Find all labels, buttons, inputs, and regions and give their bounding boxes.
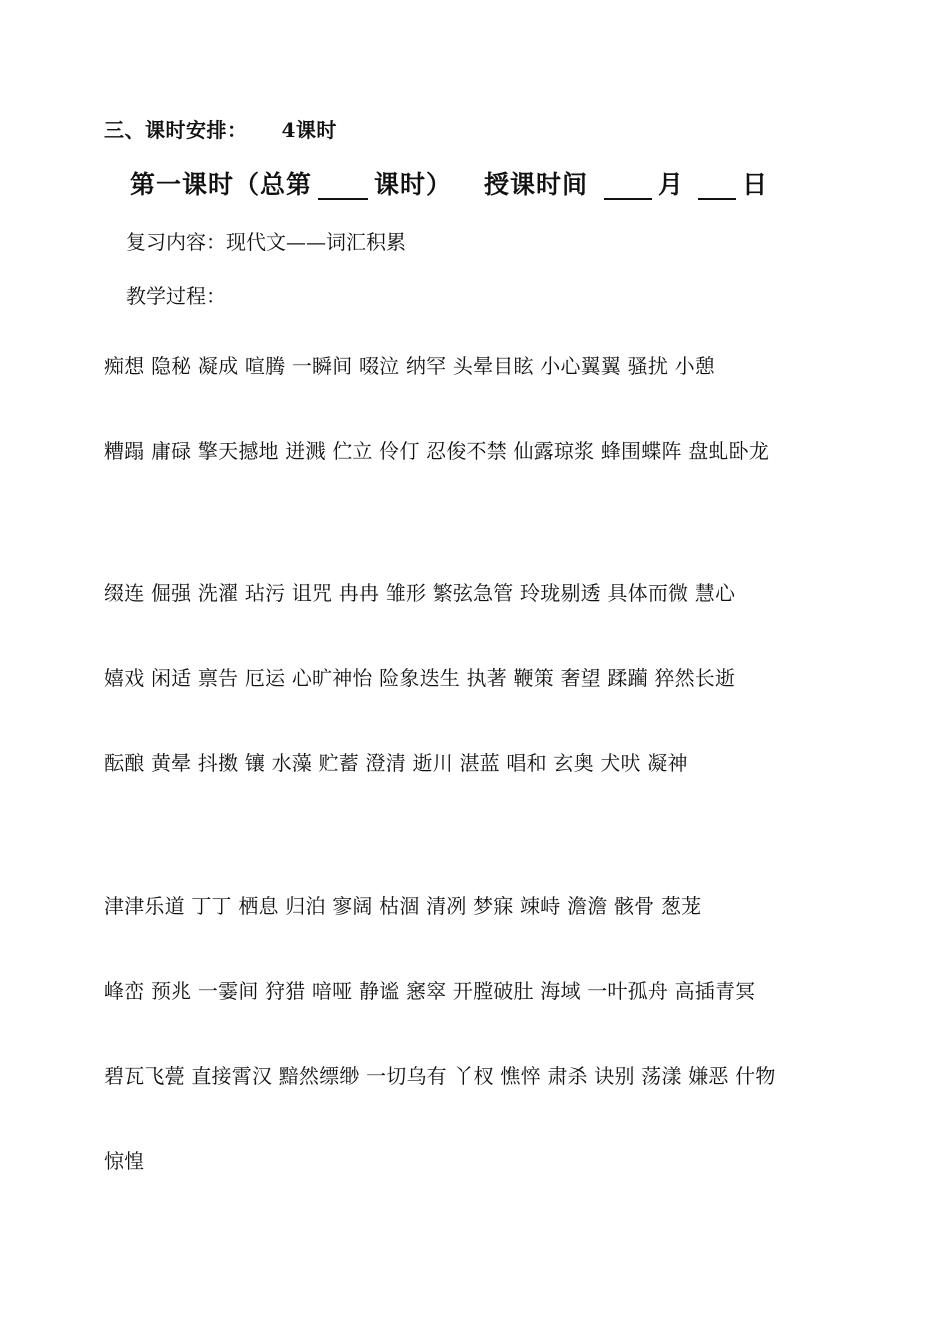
day-blank <box>698 172 736 200</box>
vocab-line-9: 惊惶 <box>104 1149 145 1173</box>
lesson-title-part1: 第一课时（总第 <box>130 170 313 199</box>
vocab-line-3: 缀连 倔强 洗濯 玷污 诅咒 冉冉 雏形 繁弦急管 玲珑剔透 具体而微 慧心 <box>104 581 736 605</box>
section-heading <box>104 118 337 142</box>
lesson-header <box>130 170 768 200</box>
vocab-line-5: 酝酿 黄晕 抖擞 镶 水藻 贮蓄 澄清 逝川 湛蓝 唱和 玄奥 犬吠 凝神 <box>104 751 688 775</box>
lesson-time-label: 授课时间 <box>484 170 589 199</box>
process-label: 教学过程： <box>126 284 226 308</box>
vocab-line-1: 痴想 隐秘 凝成 喧腾 一瞬间 啜泣 纳罕 头晕目眩 小心翼翼 骚扰 小憩 <box>104 354 715 378</box>
vocab-line-6: 津津乐道 丁丁 栖息 归泊 寥阔 枯涸 清冽 梦寐 竦峙 澹澹 骸骨 葱茏 <box>104 894 702 918</box>
section-value: 4课时 <box>281 118 337 142</box>
teaching-process-heading <box>126 284 226 308</box>
lesson-number-blank <box>318 172 368 200</box>
vocab-line-4: 嬉戏 闲适 禀告 厄运 心旷神怡 险象迭生 执著 鞭策 奢望 蹂躏 猝然长逝 <box>104 666 736 690</box>
review-value: 现代文——词汇积累 <box>226 230 406 254</box>
review-content <box>126 230 406 254</box>
month-label: 月 <box>658 170 685 199</box>
vocab-line-8: 碧瓦飞甍 直接霄汉 黯然缥缈 一切乌有 丫杈 憔悴 肃杀 诀别 荡漾 嫌恶 什物 <box>104 1064 776 1088</box>
review-label: 复习内容： <box>126 230 226 254</box>
day-label: 日 <box>742 170 769 199</box>
month-blank <box>604 172 652 200</box>
vocab-line-2: 糟蹋 庸碌 擎天撼地 迸溅 伫立 伶仃 忍俊不禁 仙露琼浆 蜂围蝶阵 盘虬卧龙 <box>104 439 770 463</box>
section-label: 三、课时安排： <box>104 118 248 142</box>
vocab-line-7: 峰峦 预兆 一霎间 狩猎 喑哑 静谧 窸窣 开膛破肚 海域 一叶孤舟 高插青冥 <box>104 979 756 1003</box>
lesson-title-part2: 课时） <box>374 170 453 199</box>
